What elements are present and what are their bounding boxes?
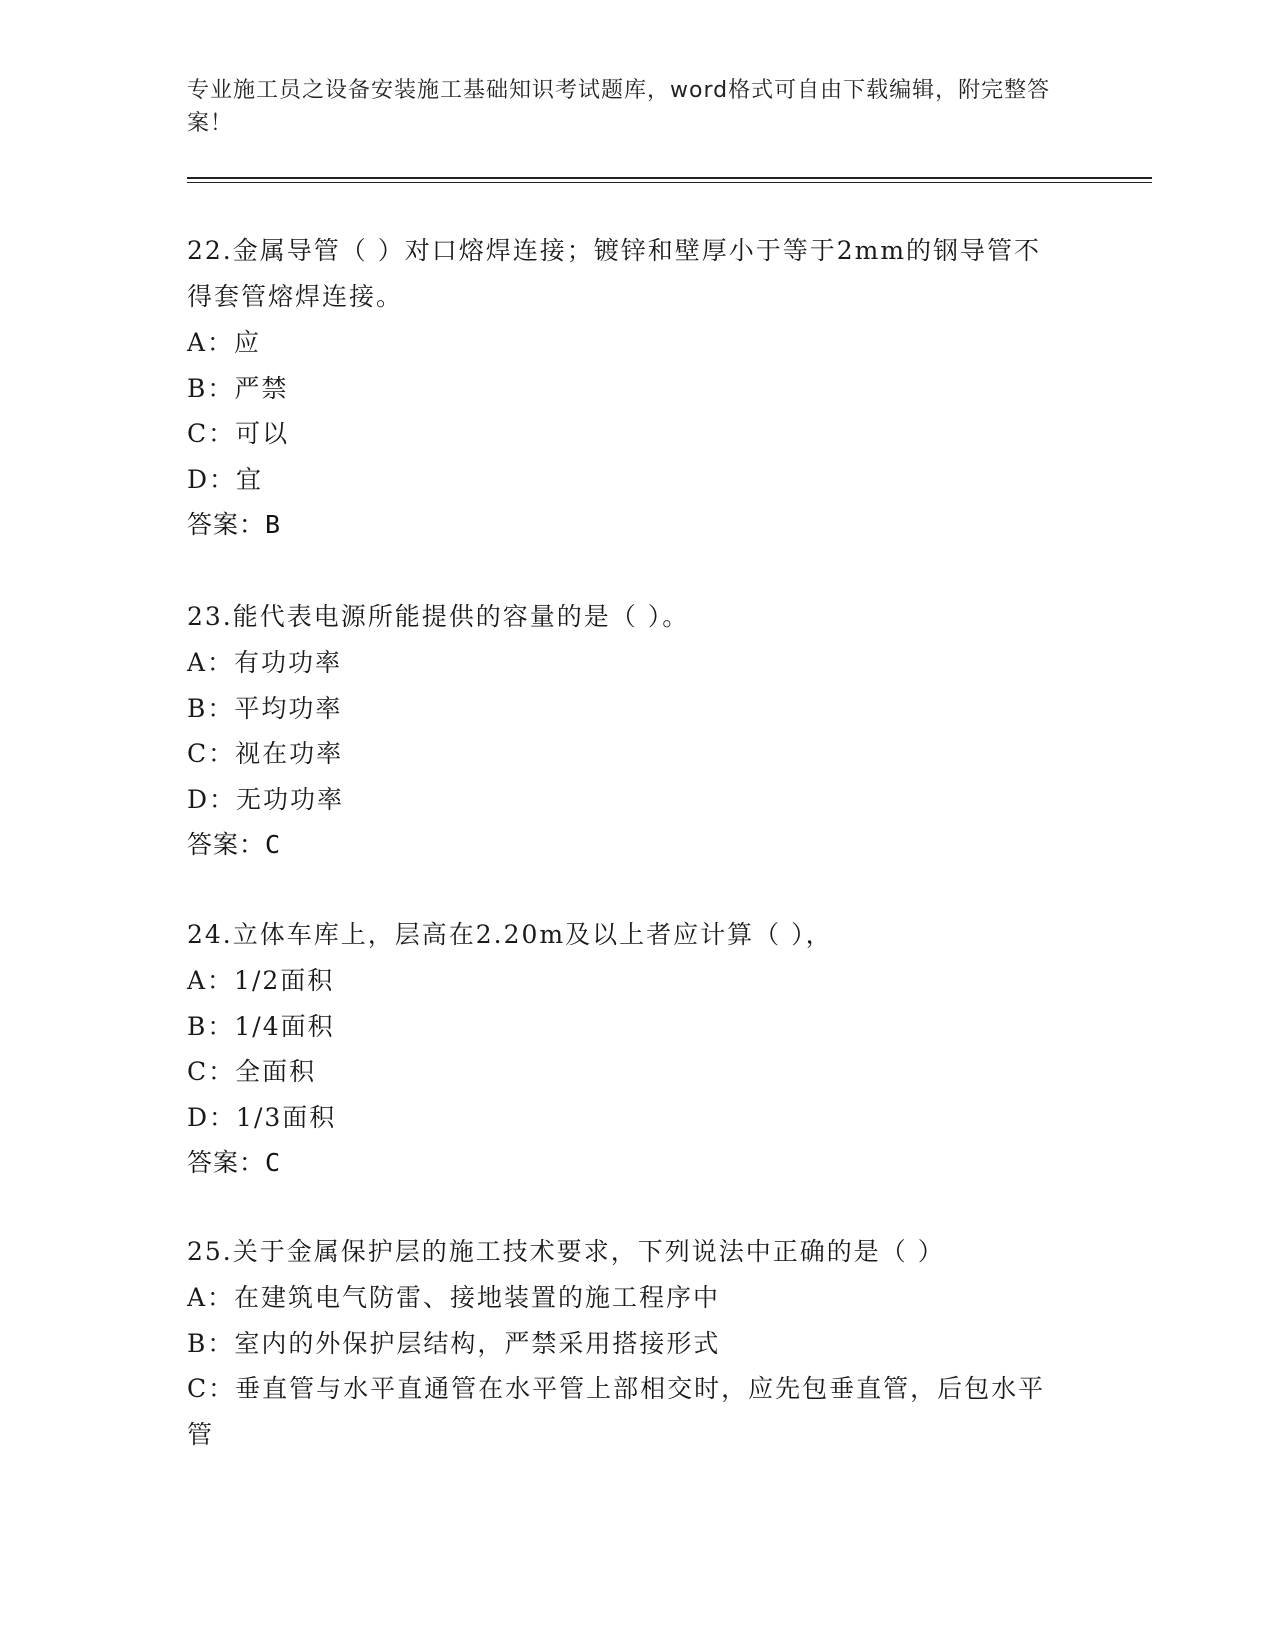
answer-value: B — [265, 510, 282, 539]
answer-label: 答案： — [187, 1148, 266, 1177]
answer-line — [187, 502, 1067, 548]
answer-line — [187, 1140, 1067, 1186]
option-a: A：1/2面积 — [187, 966, 335, 995]
question-23 — [187, 594, 1067, 868]
option-b: B：1/4面积 — [187, 1011, 335, 1041]
option-a: A：应 — [187, 328, 262, 357]
answer-label: 答案： — [187, 830, 266, 859]
question-stem: 23.能代表电源所能提供的容量的是（ ）。 — [187, 602, 690, 631]
option-d: D：宜 — [187, 464, 264, 494]
option-a: A：在建筑电气防雷、接地装置的施工程序中 — [187, 1283, 721, 1312]
option-c: C：全面积 — [187, 1057, 317, 1086]
question-22 — [187, 228, 1067, 548]
option-d: D：1/3面积 — [187, 1102, 337, 1132]
option-d: D：无功功率 — [187, 784, 345, 814]
option-b: B：严禁 — [187, 373, 289, 403]
answer-line — [187, 822, 1067, 868]
option-b: B：平均功率 — [187, 693, 343, 723]
question-stem: 25.关于金属保护层的施工技术要求，下列说法中正确的是（ ） — [187, 1237, 945, 1266]
question-stem: 22.金属导管（ ）对口熔焊连接；镀锌和壁厚小于等于2mm的钢导管不得套管熔焊连接。 — [187, 236, 1042, 311]
answer-value: C — [265, 1148, 282, 1177]
question-25 — [187, 1229, 1067, 1457]
question-stem: 24.立体车库上，层高在2.20m及以上者应计算（ ）， — [187, 920, 833, 949]
option-c: C：可以 — [187, 419, 290, 448]
answer-label: 答案： — [187, 510, 266, 539]
option-b: B：室内的外保护层结构，严禁采用搭接形式 — [187, 1328, 721, 1358]
answer-value: C — [265, 830, 282, 859]
question-24 — [187, 912, 1067, 1186]
document-header: 专业施工员之设备安装施工基础知识考试题库，word格式可自由下载编辑，附完整答案！ — [187, 78, 1051, 136]
option-c: C：视在功率 — [187, 739, 344, 768]
option-a: A：有功功率 — [187, 648, 343, 677]
option-c: C：垂直管与水平直通管在水平管上部相交时，应先包垂直管，后包水平管 — [187, 1374, 1046, 1449]
header-divider — [187, 177, 1152, 179]
header-divider-thin — [187, 182, 1152, 183]
